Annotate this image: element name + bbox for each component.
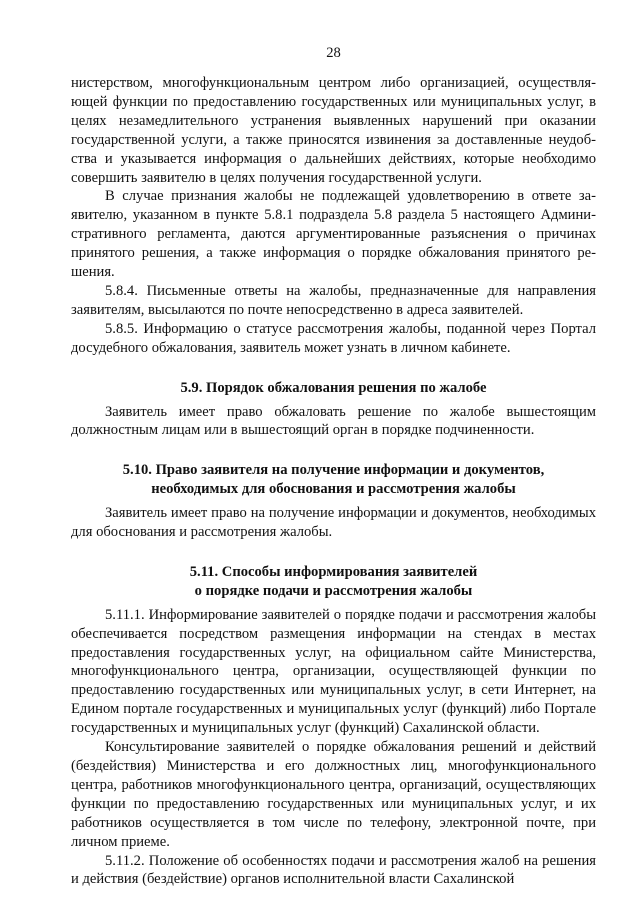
section-heading-line: о порядке подачи и рассмотрения жалобы xyxy=(194,582,473,599)
section-heading xyxy=(71,379,596,398)
paragraph: Консультирование заявителей о порядке обжалования решений и действий (бездействия) Министерства и его должностных лиц, многофункционального центра, работников многофункционального центра, организаций, осуществляющих функции по предоставлению государственных или муниципальных услуг, и их работников осуществляется в том числе по телефону, электронной почте, при личном приеме. xyxy=(71,739,596,850)
paragraph: В случае признания жалобы не подлежащей удовлетворению в ответе заявителю, указанном в пункте 5.8.1 подраздела 5.8 раздела 5 настоящего Административного регламента, даются аргументированные разъяснения о причинах принятого решения, а также информация о порядке обжалования принятого решения. xyxy=(71,188,596,281)
paragraph: Заявитель имеет право обжаловать решение по жалобе вышестоящим должностным лицам или в вышестоящий орган в порядке подчиненности. xyxy=(71,403,596,439)
paragraph: 5.8.5. Информацию о статусе рассмотрения жалобы, поданной через Портал досудебного обжалования, заявитель может узнать в личном кабинете. xyxy=(71,320,596,356)
section-heading xyxy=(71,563,596,601)
section-heading-line: 5.10. Право заявителя на получение информации и документов, xyxy=(122,462,545,479)
paragraph: 5.11.2. Положение об особенностях подачи и рассмотрения жалоб на решения и действия (бездействие) органов исполнительной власти Сахалинской xyxy=(71,852,596,888)
section-heading xyxy=(71,461,596,499)
section-heading-line: 5.11. Способы информирования заявителей xyxy=(189,563,478,580)
paragraph: нистерством, многофункциональным центром либо организацией, осуществляющей функции по предоставлению государственных или муниципальных услуг, в целях незамедлительного устранения выявленных нарушений при оказании государственной услуги, а также приносятся извинения за доставленные неудобства и указывается информация о дальнейших действиях, которые необходимо совершить заявителю в целях получения государственной услуги. xyxy=(71,75,596,186)
page-number: 28 xyxy=(326,45,341,61)
paragraph: Заявитель имеет право на получение информации и документов, необходимых для обоснования и рассмотрения жалобы. xyxy=(71,505,596,541)
paragraph: 5.8.4. Письменные ответы на жалобы, предназначенные для направления заявителям, высылаются по почте непосредственно в адреса заявителей. xyxy=(71,282,596,318)
section-heading-line: необходимых для обоснования и рассмотрения жалобы xyxy=(151,481,516,498)
section-heading-line: 5.9. Порядок обжалования решения по жалобе xyxy=(180,379,487,396)
paragraph: 5.11.1. Информирование заявителей о порядке подачи и рассмотрения жалобы обеспечивается посредством размещения информации на стендах в местах предоставления государственных услуг, на официальном сайте Министерства, многофункционального центра, организации, осуществляющей функции по предоставлению государственных или муниципальных услуг, в сети Интернет, на Едином портале государственных и муниципальных услуг (функций) либо Портале государственных и муниципальных услуг (функций) Сахалинской области. xyxy=(71,606,596,737)
